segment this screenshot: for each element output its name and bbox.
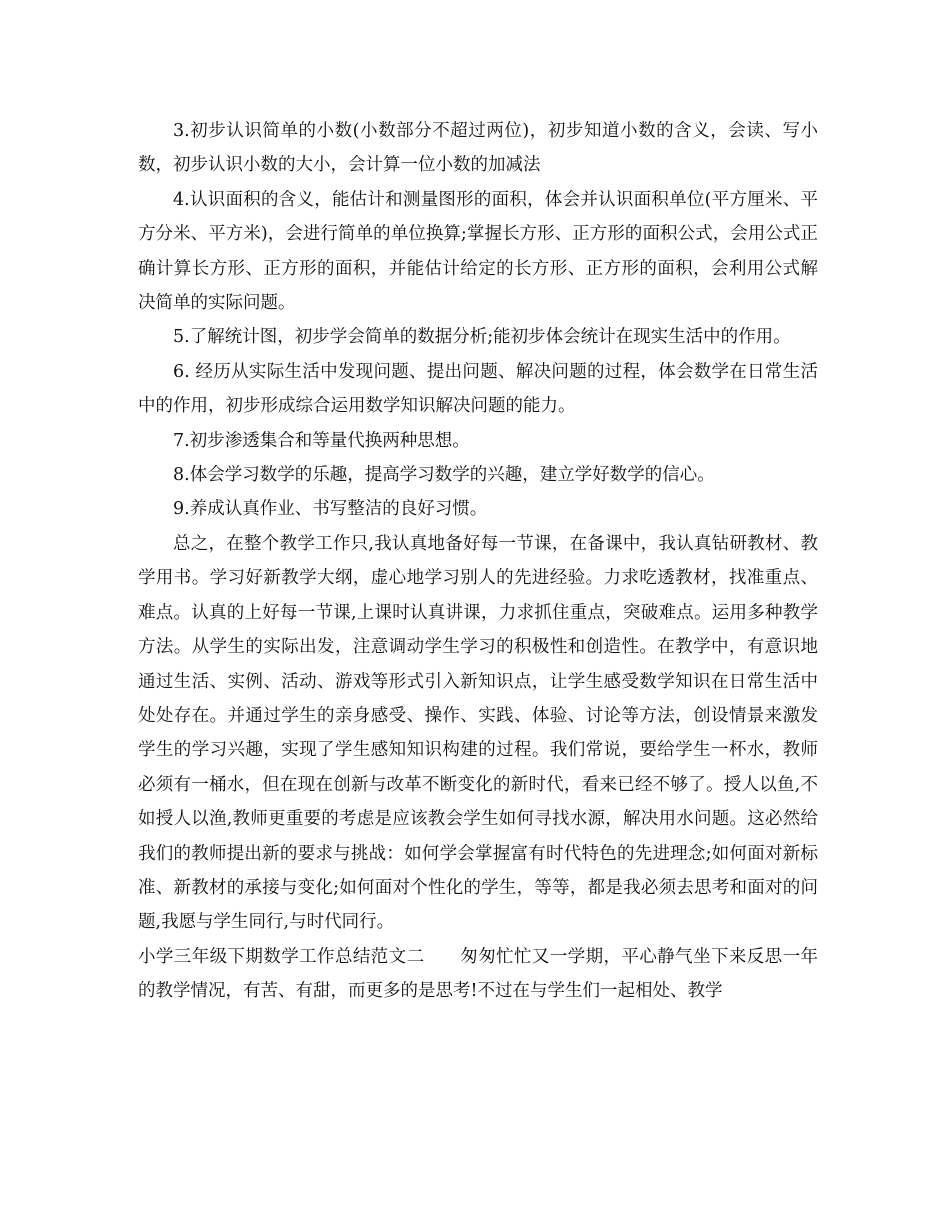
paragraph-objective-4: 4.认识面积的含义，能估计和测量图形的面积，体会并认识面积单位(平方厘米、平方分米、平方米)，会进行简单的单位换算;掌握长方形、正方形的面积公式，会用公式正确计算长方形、正方形的面积，并能估计给定的长方形、正方形的面积，会利用公式解决简单的实际问题。 bbox=[138, 189, 818, 314]
paragraph-objective-6: 6. 经历从实际生活中发现问题、提出问题、解决问题的过程，体会数学在日常生活中的作用，初步形成综合运用数学知识解决问题的能力。 bbox=[138, 361, 818, 417]
document-body bbox=[138, 114, 818, 1009]
paragraph-objective-8: 8.体会学习数学的乐趣，提高学习数学的兴趣，建立学好数学的信心。 bbox=[173, 465, 715, 486]
paragraph-objective-9: 9.养成认真作业、书写整洁的良好习惯。 bbox=[173, 499, 488, 520]
paragraph-objective-7: 7.初步渗透集合和等量代换两种思想。 bbox=[173, 430, 470, 451]
paragraph-objective-5: 5.了解统计图，初步学会简单的数据分析;能初步体会统计在现实生活中的作用。 bbox=[173, 327, 791, 348]
paragraph-summary: 总之，在整个教学工作只,我认真地备好每一节课，在备课中，我认真钻研教材、教学用书。学习好新教学大纲，虚心地学习别人的先进经验。力求吃透教材，找准重点、难点。认真的上好每一节课,上课时认真讲课，力求抓住重点，突破难点。运用多种教学方法。从学生的实际出发，注意调动学生学习的积极性和创造性。在教学中，有意识地通过生活、实例、活动、游戏等形式引入新知识点，让学生感受数学知识在日常生活中处处存在。并通过学生的亲身感受、操作、实践、体验、讨论等方法，创设情景来激发学生的学习兴趣，实现了学生感知知识构建的过程。我们常说，要给学生一杯水，教师必须有一桶水，但在现在创新与改革不断变化的新时代，看来已经不够了。授人以鱼,不如授人以渔,教师更重要的考虑是应该教会学生如何寻找水源，解决用水问题。这必然给我们的教师提出新的要求与挑战：如何学会掌握富有时代特色的先进理念;如何面对新标准、新教材的承接与变化;如何面对个性化的学生，等等，都是我必须去思考和面对的问题,我愿与学生同行,与时代同行。 bbox=[138, 533, 818, 933]
paragraph-second-sample: 小学三年级下期数学工作总结范文二 匆匆忙忙又一学期，平心静气坐下来反思一年的教学情况，有苦、有甜，而更多的是思考!不过在与学生们一起相处、教学 bbox=[138, 946, 818, 1002]
paragraph-objective-3: 3.初步认识简单的小数(小数部分不超过两位)，初步知道小数的含义，会读、写小数，初步认识小数的大小，会计算一位小数的加减法 bbox=[138, 121, 818, 176]
